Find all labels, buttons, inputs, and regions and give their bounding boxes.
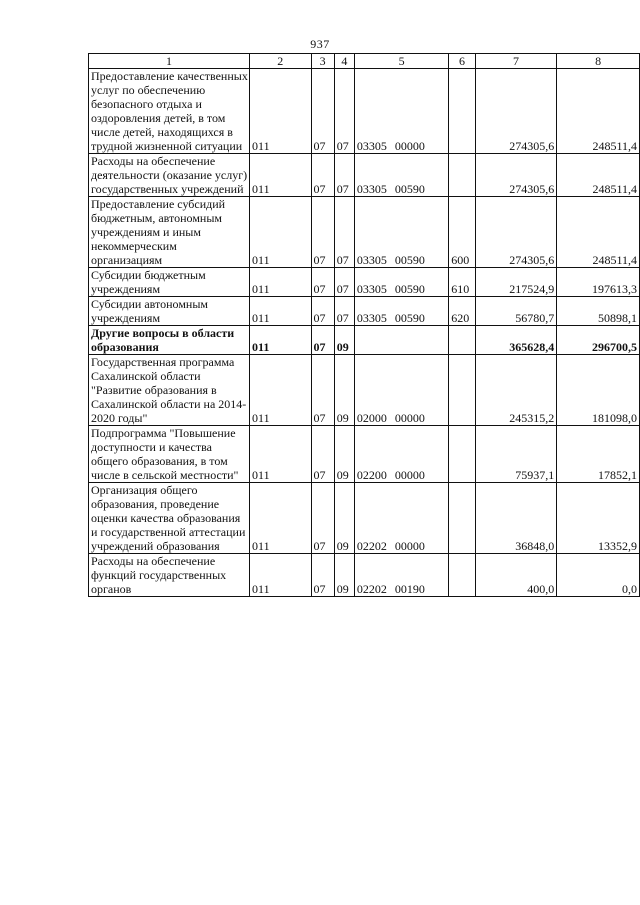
ministry-code: 011 (250, 426, 311, 483)
expense-type-code (449, 326, 475, 355)
amount-year-2: 248511,4 (557, 154, 640, 197)
amount-year-2: 0,0 (557, 554, 640, 597)
table-row (89, 355, 640, 426)
row-name: Субсидии автономным учреждениям (89, 297, 250, 326)
csr-program: 03305 (356, 253, 387, 267)
table-row (89, 197, 640, 268)
ministry-code: 011 (250, 554, 311, 597)
section-code: 07 (311, 554, 334, 597)
amount-year-2: 50898,1 (557, 297, 640, 326)
section-code: 07 (311, 426, 334, 483)
table-body (89, 69, 640, 597)
amount-year-1: 365628,4 (475, 326, 557, 355)
ministry-code: 011 (250, 69, 311, 154)
expense-type-code: 620 (449, 297, 475, 326)
csr-direction: 00590 (394, 311, 425, 325)
section-code: 07 (311, 154, 334, 197)
amount-year-2: 248511,4 (557, 69, 640, 154)
section-code: 07 (311, 69, 334, 154)
header-cell: 2 (250, 54, 311, 69)
section-code: 07 (311, 326, 334, 355)
ministry-code: 011 (250, 268, 311, 297)
csr-program: 02202 (356, 539, 387, 553)
row-name: Государственная программа Сахалинской области "Развитие образования в Сахалинской области на 2014-2020 годы" (89, 355, 250, 426)
table-row (89, 554, 640, 597)
csr-program: 03305 (356, 282, 387, 296)
target-article-code (354, 426, 448, 483)
ministry-code: 011 (250, 154, 311, 197)
expense-type-code (449, 154, 475, 197)
subsection-code: 09 (334, 426, 354, 483)
section-code: 07 (311, 355, 334, 426)
row-name: Расходы на обеспечение функций государственных органов (89, 554, 250, 597)
expense-type-code: 600 (449, 197, 475, 268)
row-name: Субсидии бюджетным учреждениям (89, 268, 250, 297)
expense-type-code (449, 69, 475, 154)
page-number: 937 (310, 37, 330, 51)
expense-type-code (449, 426, 475, 483)
ministry-code: 011 (250, 326, 311, 355)
target-article-code (354, 197, 448, 268)
csr-program: 02200 (356, 468, 387, 482)
subsection-code: 07 (334, 268, 354, 297)
target-article-code (354, 355, 448, 426)
csr-direction: 00590 (394, 182, 425, 196)
budget-table (88, 53, 640, 597)
header-cell: 7 (475, 54, 557, 69)
csr-program: 03305 (356, 139, 387, 153)
row-name: Предоставление субсидий бюджетным, автономным учреждениям и иным некоммерческим организациям (89, 197, 250, 268)
subsection-code: 07 (334, 154, 354, 197)
csr-program: 02000 (356, 411, 387, 425)
table-row (89, 426, 640, 483)
amount-year-2: 197613,3 (557, 268, 640, 297)
expense-type-code: 610 (449, 268, 475, 297)
expense-type-code (449, 483, 475, 554)
table-row-section-total (89, 326, 640, 355)
subsection-code: 07 (334, 297, 354, 326)
table-row (89, 69, 640, 154)
csr-direction: 00590 (394, 253, 425, 267)
target-article-code (354, 483, 448, 554)
amount-year-2: 17852,1 (557, 426, 640, 483)
amount-year-2: 296700,5 (557, 326, 640, 355)
target-article-code (354, 297, 448, 326)
header-cell: 8 (557, 54, 640, 69)
subsection-code: 07 (334, 197, 354, 268)
section-code: 07 (311, 297, 334, 326)
csr-direction: 00000 (394, 468, 425, 482)
csr-direction: 00190 (394, 582, 425, 596)
subsection-code: 07 (334, 69, 354, 154)
subsection-code: 09 (334, 355, 354, 426)
csr-direction: 00000 (394, 411, 425, 425)
csr-program: 03305 (356, 311, 387, 325)
table-row (89, 297, 640, 326)
subsection-code: 09 (334, 326, 354, 355)
expense-type-code (449, 355, 475, 426)
ministry-code: 011 (250, 355, 311, 426)
ministry-code: 011 (250, 197, 311, 268)
row-name: Организация общего образования, проведение оценки качества образования и государственной аттестации учреждений образования (89, 483, 250, 554)
csr-direction: 00000 (394, 539, 425, 553)
table-row (89, 154, 640, 197)
section-code: 07 (311, 197, 334, 268)
csr-direction: 00000 (394, 139, 425, 153)
target-article-code (354, 69, 448, 154)
csr-direction: 00590 (394, 282, 425, 296)
amount-year-1: 274305,6 (475, 197, 557, 268)
table-row (89, 268, 640, 297)
amount-year-2: 248511,4 (557, 197, 640, 268)
section-code: 07 (311, 268, 334, 297)
subsection-code: 09 (334, 554, 354, 597)
target-article-code (354, 554, 448, 597)
expense-type-code (449, 554, 475, 597)
target-article-code (354, 268, 448, 297)
amount-year-1: 75937,1 (475, 426, 557, 483)
amount-year-1: 400,0 (475, 554, 557, 597)
header-row (89, 54, 640, 69)
amount-year-1: 274305,6 (475, 69, 557, 154)
row-name: Предоставление качественных услуг по обеспечению безопасного отдыха и оздоровления детей, в том числе детей, находящихся в трудной жизненной ситуации (89, 69, 250, 154)
csr-program: 03305 (356, 182, 387, 196)
header-cell: 6 (449, 54, 475, 69)
row-name: Другие вопросы в области образования (89, 326, 250, 355)
target-article-code (354, 154, 448, 197)
row-name: Расходы на обеспечение деятельности (оказание услуг) государственных учреждений (89, 154, 250, 197)
row-name: Подпрограмма "Повышение доступности и качества общего образования, в том числе в сельской местности" (89, 426, 250, 483)
amount-year-1: 36848,0 (475, 483, 557, 554)
target-article-code (354, 326, 448, 355)
table-row (89, 483, 640, 554)
header-cell: 1 (89, 54, 250, 69)
header-cell: 4 (334, 54, 354, 69)
amount-year-2: 181098,0 (557, 355, 640, 426)
csr-program: 02202 (356, 582, 387, 596)
ministry-code: 011 (250, 483, 311, 554)
ministry-code: 011 (250, 297, 311, 326)
amount-year-2: 13352,9 (557, 483, 640, 554)
header-cell: 5 (354, 54, 448, 69)
amount-year-1: 274305,6 (475, 154, 557, 197)
amount-year-1: 217524,9 (475, 268, 557, 297)
amount-year-1: 56780,7 (475, 297, 557, 326)
header-cell: 3 (311, 54, 334, 69)
section-code: 07 (311, 483, 334, 554)
subsection-code: 09 (334, 483, 354, 554)
amount-year-1: 245315,2 (475, 355, 557, 426)
